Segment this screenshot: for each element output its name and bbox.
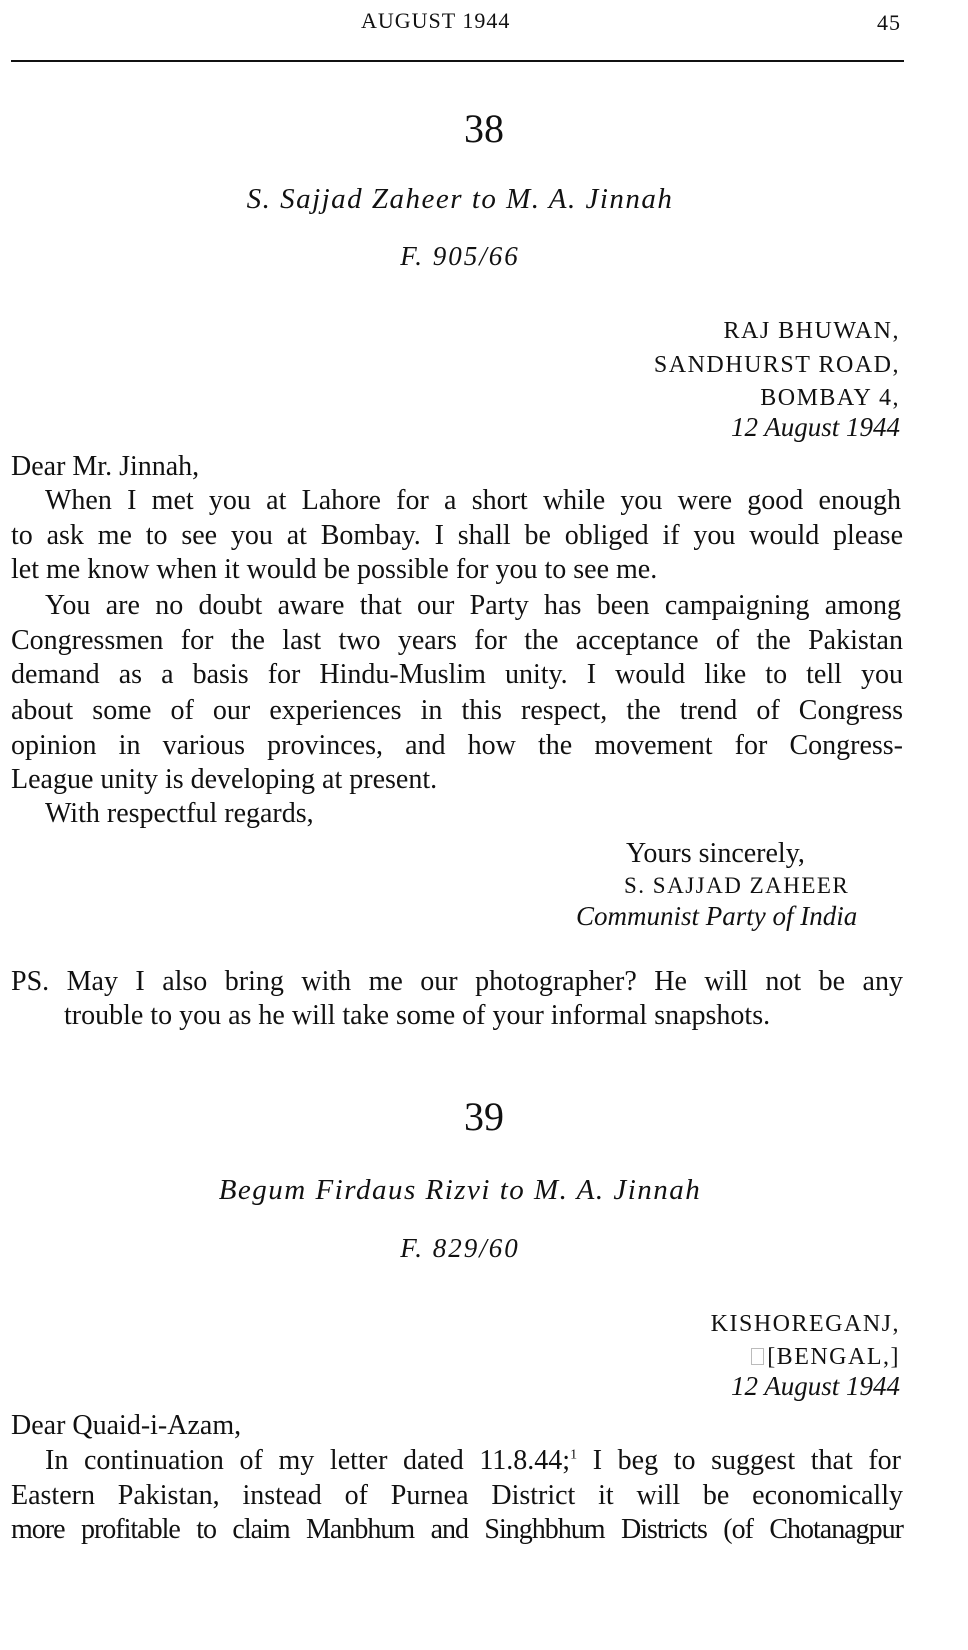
body-text: I beg to suggest that for — [577, 1445, 901, 1476]
missing-glyph-box — [751, 1348, 764, 1365]
file-reference-38: F. 905/66 — [400, 241, 520, 271]
document-caption-38: S. Sajjad Zaheer to M. A. Jinnah — [246, 183, 674, 215]
closing-38: Yours sincerely, — [626, 838, 805, 869]
body-line: to ask me to see you at Bombay. I shall be obliged if you would please — [11, 520, 903, 551]
page-number: 45 — [877, 10, 901, 35]
address-line-2: SANDHURST ROAD, — [653, 352, 900, 378]
address-line-2: [BENGAL,] — [767, 1344, 900, 1370]
document-caption-39: Begum Firdaus Rizvi to M. A. Jinnah — [218, 1174, 702, 1206]
document-number-39: 39 — [464, 1094, 504, 1139]
header-rule — [11, 60, 904, 62]
body-line: You are no doubt aware that our Party has been campaigning among — [45, 590, 901, 621]
signature-38: S. SAJJAD ZAHEER — [624, 873, 850, 898]
body-line: demand as a basis for Hindu-Muslim unity. I would like to tell you — [11, 659, 903, 690]
document-number-38: 38 — [464, 106, 504, 151]
affiliation-38: Communist Party of India — [576, 901, 858, 931]
postscript-line-1: PS. May I also bring with me our photographer? He will not be any — [11, 966, 903, 997]
address-line-1: KISHOREGANJ, — [710, 1311, 900, 1337]
letter-date-39: 12 August 1944 — [730, 1371, 900, 1401]
running-header-title: AUGUST 1944 — [361, 8, 511, 33]
body-line: let me know when it would be possible for you to see me. — [11, 554, 658, 585]
footnote-marker: 1 — [570, 1447, 578, 1463]
body-line: League unity is developing at present. — [11, 764, 438, 795]
body-line: When I met you at Lahore for a short while you were good enough — [45, 485, 901, 516]
address-line-2-row — [751, 1344, 900, 1371]
file-reference-39: F. 829/60 — [400, 1233, 520, 1263]
address-line-3: BOMBAY 4, — [760, 385, 900, 411]
body-line: With respectful regards, — [45, 798, 314, 829]
body-line: Eastern Pakistan, instead of Purnea District it will be economically — [11, 1480, 903, 1511]
body-line: about some of our experiences in this respect, the trend of Congress — [11, 695, 903, 726]
body-line: Congressmen for the last two years for the acceptance of the Pakistan — [11, 625, 903, 656]
salutation-38: Dear Mr. Jinnah, — [11, 451, 200, 482]
letter-date-38: 12 August 1944 — [730, 412, 900, 442]
body-line-with-footnote — [45, 1445, 901, 1477]
salutation-39: Dear Quaid-i-Azam, — [11, 1410, 242, 1441]
body-text: In continuation of my letter dated 11.8.44; — [45, 1445, 571, 1476]
body-line: more profitable to claim Manbhum and Singhbhum Districts (of Chotanagpur — [11, 1514, 903, 1545]
postscript-line-2: trouble to you as he will take some of your informal snapshots. — [64, 1000, 771, 1031]
body-line: opinion in various provinces, and how the movement for Congress- — [11, 730, 903, 761]
address-line-1: RAJ BHUWAN, — [723, 318, 900, 344]
